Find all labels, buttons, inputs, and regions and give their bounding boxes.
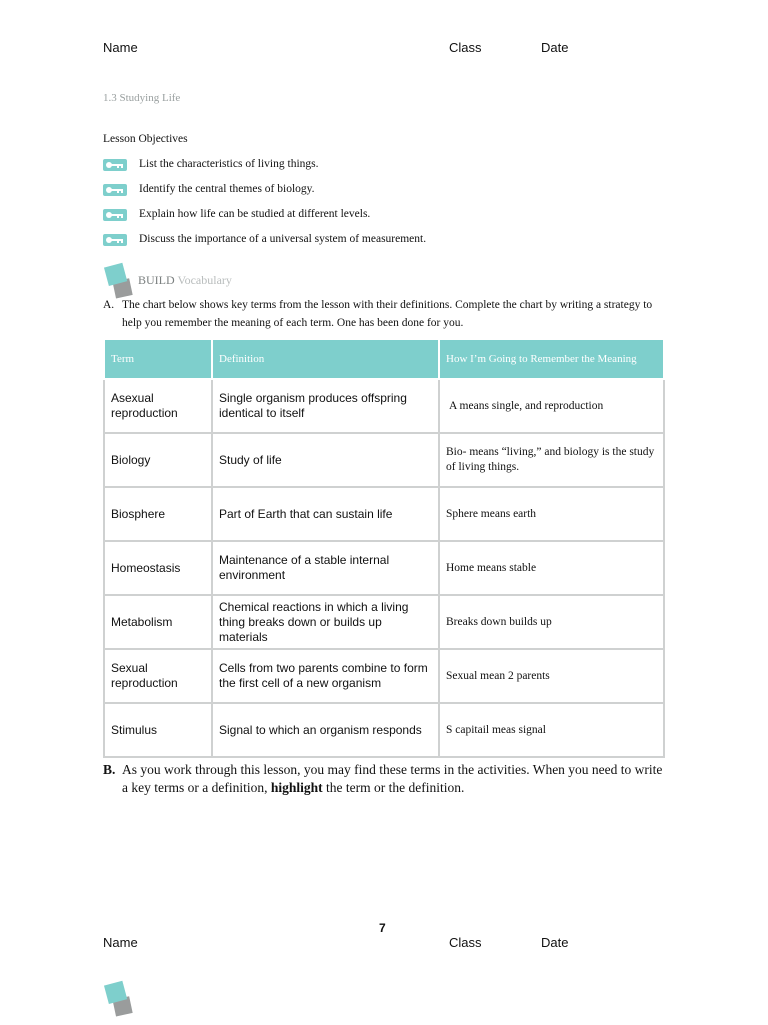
definition-cell: Part of Earth that can sustain life: [212, 487, 439, 541]
vocabulary-table: [103, 338, 665, 758]
page-number: 7: [379, 921, 386, 935]
table-row: [104, 541, 664, 595]
strategy-cell[interactable]: [439, 379, 664, 433]
strategy-cell[interactable]: S capitail meas signal: [439, 703, 664, 757]
part-b-text-before: As you work through this lesson, you may find these terms in the activities. When you need to write a key terms or a definition,: [122, 762, 663, 795]
term-cell: Metabolism: [104, 595, 212, 649]
term-cell: Sexual reproduction: [104, 649, 212, 703]
strategy-cell[interactable]: Sexual mean 2 parents: [439, 649, 664, 703]
build-vocabulary-title: [138, 273, 232, 288]
section-title: [103, 92, 180, 104]
class-label: Class: [449, 935, 482, 950]
part-a-letter: A.: [103, 299, 115, 311]
term-cell: Stimulus: [104, 703, 212, 757]
name-label: Name: [103, 40, 138, 55]
part-b-text-after: the term or the definition.: [326, 780, 465, 795]
definition-cell: Single organism produces offspring identical to itself: [212, 379, 439, 433]
vocabulary-word: Vocabulary: [177, 273, 232, 287]
part-b-text: [103, 761, 663, 797]
term-cell: Asexual reproduction: [104, 379, 212, 433]
objectives-heading: Lesson Objectives: [103, 133, 188, 145]
objective-item: [103, 227, 426, 251]
objectives-list: [103, 152, 426, 251]
section-number: 1.3: [103, 92, 117, 104]
table-row: [104, 649, 664, 703]
header-term: Term: [104, 339, 212, 379]
term-cell: Homeostasis: [104, 541, 212, 595]
definition-cell: Chemical reactions in which a living thing breaks down or builds up materials: [212, 595, 439, 649]
part-b-instructions: [103, 761, 663, 797]
date-label: Date: [541, 935, 569, 950]
strategy-cell[interactable]: Sphere means earth: [439, 487, 664, 541]
date-label: Date: [541, 40, 569, 55]
objective-item: [103, 202, 426, 226]
part-a-text: The chart below shows key terms from the lesson with their definitions. Complete the chart by writing a strategy to help you remember the meaning of each term. One has been done for you.: [122, 299, 653, 329]
build-vocabulary-icon: [103, 980, 137, 1020]
key-icon: [103, 233, 127, 245]
objective-text: Identify the central themes of biology.: [139, 183, 315, 195]
section-name: Studying Life: [119, 92, 181, 104]
objective-text: List the characteristics of living things.: [139, 158, 319, 170]
strategy-text: A means single, and reproduction: [449, 399, 604, 412]
key-icon: [103, 183, 127, 195]
part-b-letter: B.: [103, 762, 116, 777]
class-label: Class: [449, 40, 482, 55]
table-header-row: [104, 339, 664, 379]
key-icon: [103, 158, 127, 170]
header-strategy: How I’m Going to Remember the Meaning: [439, 339, 664, 379]
objective-item: [103, 152, 426, 176]
table-row: [104, 595, 664, 649]
definition-cell: Cells from two parents combine to form the first cell of a new organism: [212, 649, 439, 703]
strategy-cell[interactable]: Bio- means “living,” and biology is the study of living things.: [439, 433, 664, 487]
name-label: Name: [103, 935, 138, 950]
header-definition: Definition: [212, 339, 439, 379]
key-icon: [103, 208, 127, 220]
part-a-instructions: [103, 296, 663, 332]
table-row: [104, 379, 664, 433]
definition-cell: Signal to which an organism responds: [212, 703, 439, 757]
strategy-cell[interactable]: Home means stable: [439, 541, 664, 595]
part-b-bold-word: highlight: [270, 780, 323, 795]
objective-text: Explain how life can be studied at different levels.: [139, 208, 371, 220]
term-cell: Biology: [104, 433, 212, 487]
objective-text: Discuss the importance of a universal system of measurement.: [139, 233, 427, 245]
definition-cell: Study of life: [212, 433, 439, 487]
definition-cell: Maintenance of a stable internal environment: [212, 541, 439, 595]
strategy-cell[interactable]: Breaks down builds up: [439, 595, 664, 649]
table-row: [104, 433, 664, 487]
table-row: [104, 703, 664, 757]
objective-item: [103, 177, 426, 201]
term-cell: Biosphere: [104, 487, 212, 541]
build-word: BUILD: [138, 273, 175, 287]
table-row: [104, 487, 664, 541]
